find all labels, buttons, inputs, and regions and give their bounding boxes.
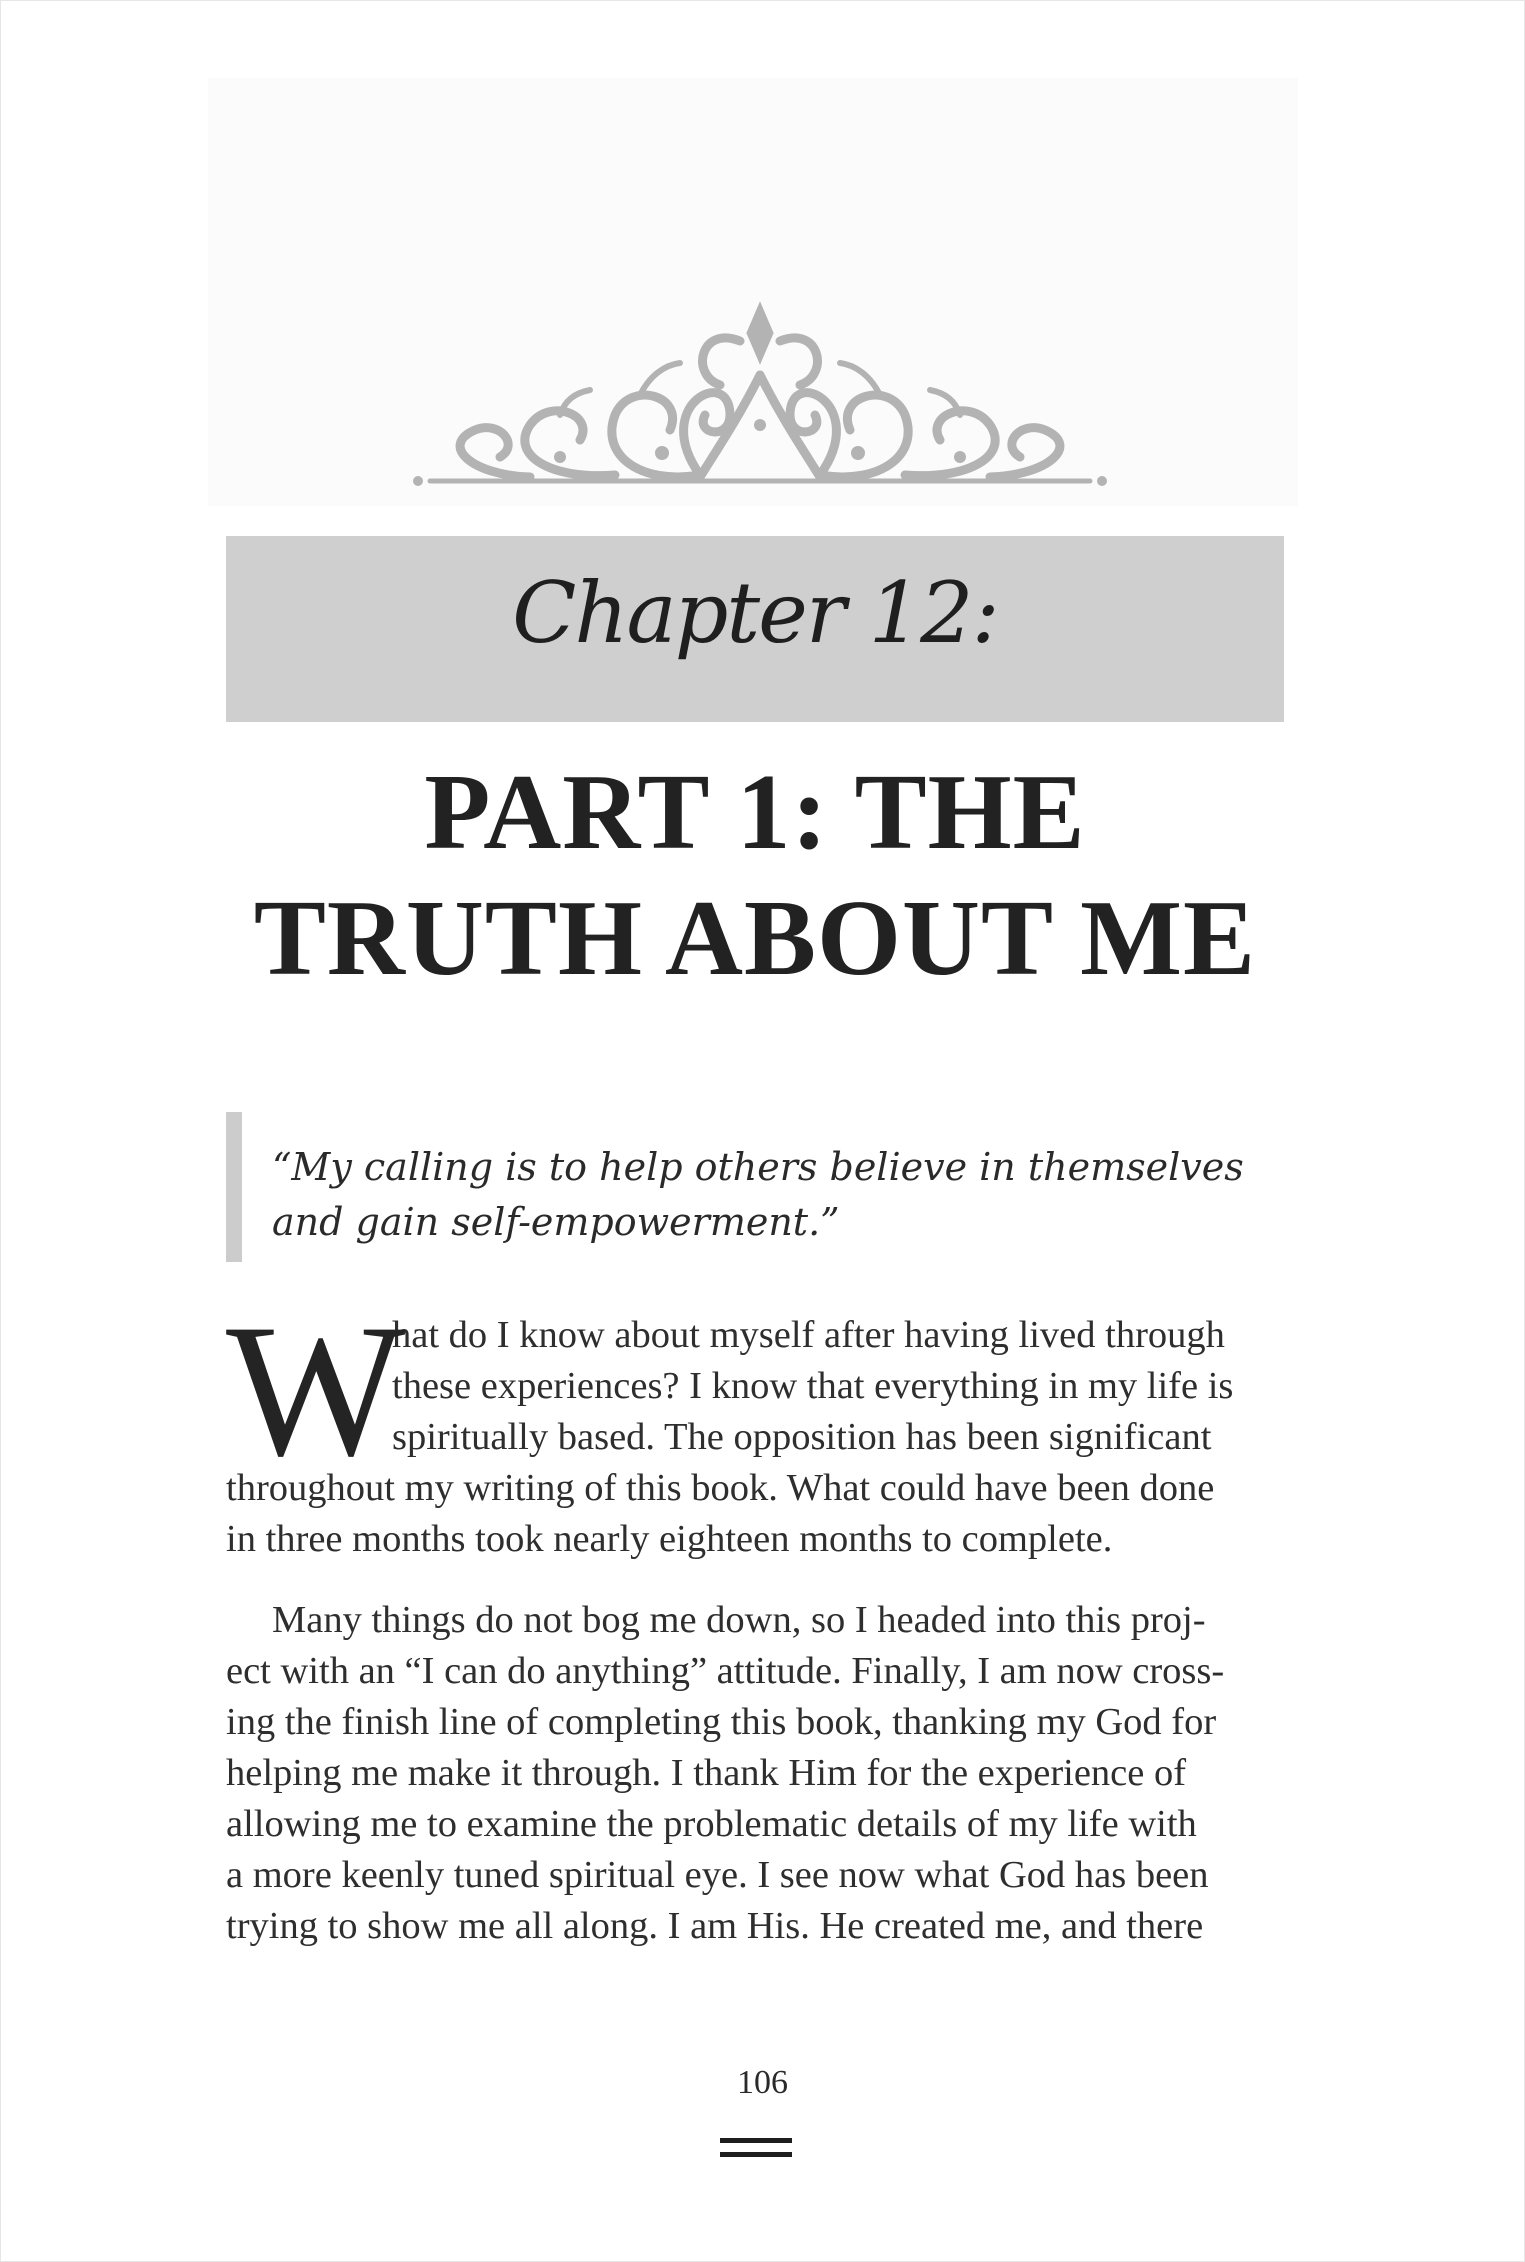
body-line: spiritually based. The opposition has been significant xyxy=(392,1416,1212,1458)
epigraph-quote xyxy=(272,1140,1284,1250)
epigraph-bar xyxy=(226,1112,242,1262)
footer-rule-bottom xyxy=(720,2152,792,2157)
paragraph-gap xyxy=(226,1565,1284,1595)
filigree-crown-ornament xyxy=(400,285,1120,495)
chapter-title xyxy=(226,750,1284,1002)
chapter-label: Chapter 12: xyxy=(512,564,998,662)
body-line: a more keenly tuned spiritual eye. I see now what God has been xyxy=(226,1854,1209,1896)
epigraph-line: and gain self-empowerment.” xyxy=(272,1200,840,1244)
drop-cap: W xyxy=(226,1286,406,1496)
body-line: ect with an “I can do anything” attitude. Finally, I am now cross- xyxy=(226,1650,1225,1692)
body-line: helping me make it through. I thank Him for the experience of xyxy=(226,1752,1187,1794)
footer-rule-top xyxy=(720,2138,792,2143)
chapter-title-line: TRUTH ABOUT ME xyxy=(253,879,1257,998)
body-line: throughout my writing of this book. What could have been done xyxy=(226,1467,1215,1509)
body-text xyxy=(226,1286,1284,1952)
body-line: these experiences? I know that everything in my life is xyxy=(392,1365,1234,1407)
body-line: in three months took nearly eighteen months to complete. xyxy=(226,1518,1113,1560)
body-line: trying to show me all along. I am His. He created me, and there xyxy=(226,1905,1204,1947)
epigraph-line: “My calling is to help others believe in themselves xyxy=(272,1145,1244,1189)
body-line: Many things do not bog me down, so I headed into this proj- xyxy=(272,1599,1206,1641)
chapter-title-line: PART 1: THE xyxy=(424,753,1086,872)
body-line: allowing me to examine the problematic details of my life with xyxy=(226,1803,1197,1845)
chapter-label-band xyxy=(226,536,1284,722)
page-number: 106 xyxy=(737,2064,788,2101)
body-line: ing the finish line of completing this book, thanking my God for xyxy=(226,1701,1217,1743)
body-line: hat do I know about myself after having lived through xyxy=(392,1314,1225,1356)
